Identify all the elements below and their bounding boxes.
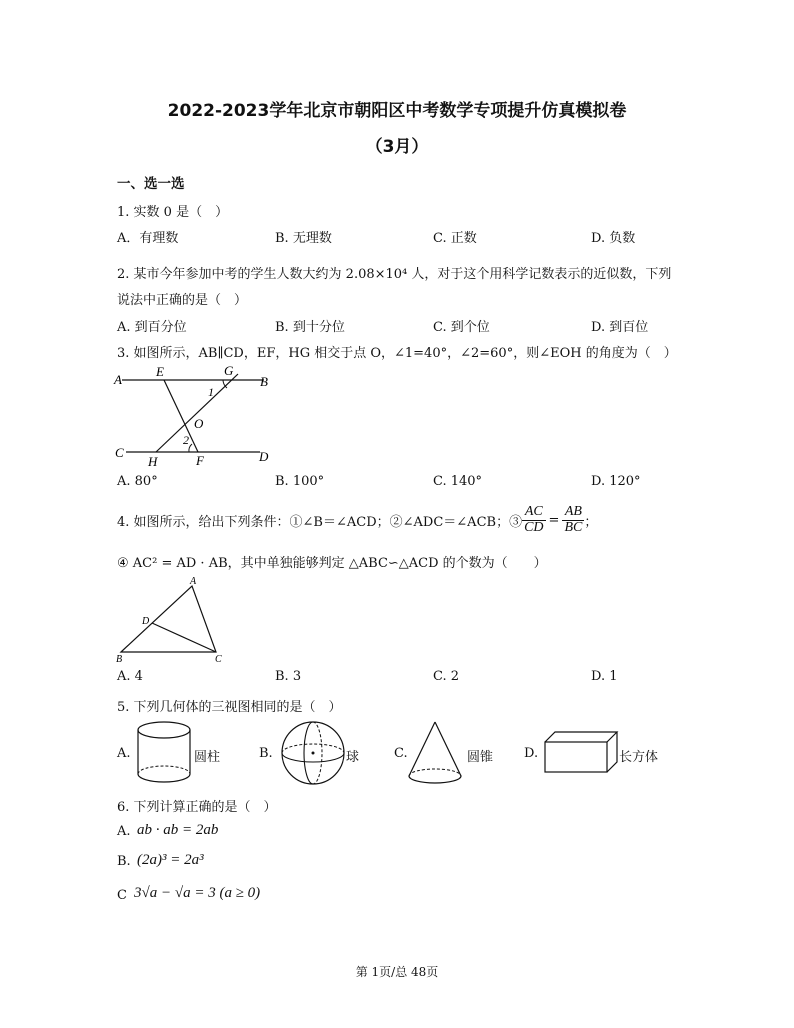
label-c: C [215,654,222,665]
q4-fraction-1 [522,505,545,535]
q5-option-a-name: 圆柱 [194,750,221,765]
q6-option-a-expression: ab · ab = 2ab [137,822,219,838]
q4-frac1-num: AC [522,505,545,521]
q4-fraction-2 [562,505,584,535]
label-h: H [148,454,158,469]
q3-option-a: A. 80° [117,474,158,489]
label-1: 1 [208,385,214,399]
cuboid-icon [542,728,620,776]
q4-semicolon: ； [584,514,598,530]
q1-option-b: B. 无理数 [275,231,332,246]
triangle-abc [121,586,216,652]
q2-option-d: D. 到百位 [591,320,649,335]
cylinder-icon [134,718,194,786]
q2-stem-line2: 说法中正确的是（ ） [117,293,248,308]
label-g: G [224,364,234,378]
q6-stem: 6. 下列计算正确的是（ ） [117,800,277,815]
label-f: F [196,453,204,468]
page-subtitle: （3月） [365,137,429,157]
q4-frac1-den: CD [524,519,544,535]
q5-option-b-name: 球 [346,750,360,765]
angle-2-arc [189,444,192,452]
q2-option-a: A. 到百分位 [117,320,187,335]
label-c: C [115,445,124,460]
q6-option-b-letter: B. [117,854,131,869]
q4-frac2-num: AB [562,505,584,521]
q4-stem-line2: ④ AC² = AD · AB，其中单独能够判定 △ABC∽△ACD 的个数为（ ） [117,556,547,571]
q4-stem-text: 4. 如图所示，给出下列条件：①∠B＝∠ACD；②∠ADC＝∠ACB；③ [117,514,523,530]
q1-stem: 1. 实数 0 是（ ） [117,205,229,220]
q2-option-b: B. 到十分位 [275,320,345,335]
label-b: B [116,654,123,665]
line-ef [164,380,198,452]
q4-option-a: A. 4 [117,669,143,684]
q5-option-a-letter: A. [117,746,131,761]
label-2: 2 [183,433,189,447]
q5-option-d-letter: D. [524,746,539,761]
q6-option-b-expression: (2a)³ = 2a³ [137,852,204,868]
q6-option-c-expression: 3√a − √a = 3 (a ≥ 0) [134,885,261,901]
q4-option-c: C. 2 [433,669,460,684]
q2-option-c: C. 到个位 [433,320,490,335]
section-heading: 一、选一选 [117,176,185,192]
q6-option-a-letter: A. [117,824,131,839]
page-number-footer: 第 1页/总 48页 [355,965,439,979]
q3-option-b: B. 100° [275,474,325,489]
q1-option-c: C. 正数 [433,231,477,246]
q5-stem: 5. 下列几何体的三视图相同的是（ ） [117,700,342,715]
label-d: D [259,449,269,464]
label-a: A [190,576,197,587]
q4-figure-triangle [112,574,232,666]
line-hg [156,374,238,452]
label-d: D [142,616,150,627]
q4-equals: = [548,512,560,528]
cone-icon [405,718,465,788]
q4-stem-line1 [117,500,597,540]
q3-option-d: D. 120° [591,474,641,489]
q5-option-c-name: 圆锥 [467,750,494,765]
q3-stem: 3. 如图所示，AB∥CD，EF，HG 相交于点 O，∠1=40°，∠2=60°，则∠EOH 的角度为（ ） [117,346,677,361]
q6-option-c-letter: C [117,888,127,903]
q5-option-d-name: 长方体 [619,750,659,765]
q3-option-c: C. 140° [433,474,483,489]
q1-option-d: D. 负数 [591,231,636,246]
q1-option-a: A．有理数 [117,231,179,246]
q2-stem-line1: 2. 某市今年参加中考的学生人数大约为 2.08×10⁴ 人，对于这个用科学记数表示的近似数，下列 [117,267,672,282]
label-a: A [114,372,122,387]
q5-option-b-letter: B. [259,746,273,761]
q4-option-b: B. 3 [275,669,302,684]
sphere-icon [278,718,348,788]
q3-figure-parallel-lines [112,364,282,472]
page-title: 2022-2023学年北京市朝阳区中考数学专项提升仿真模拟卷 [167,101,627,121]
label-b: B [260,374,268,389]
label-o: O [194,416,204,431]
q5-option-c-letter: C. [394,746,408,761]
q4-option-d: D. 1 [591,669,618,684]
q4-frac2-den: BC [564,519,583,535]
label-e: E [156,364,164,379]
